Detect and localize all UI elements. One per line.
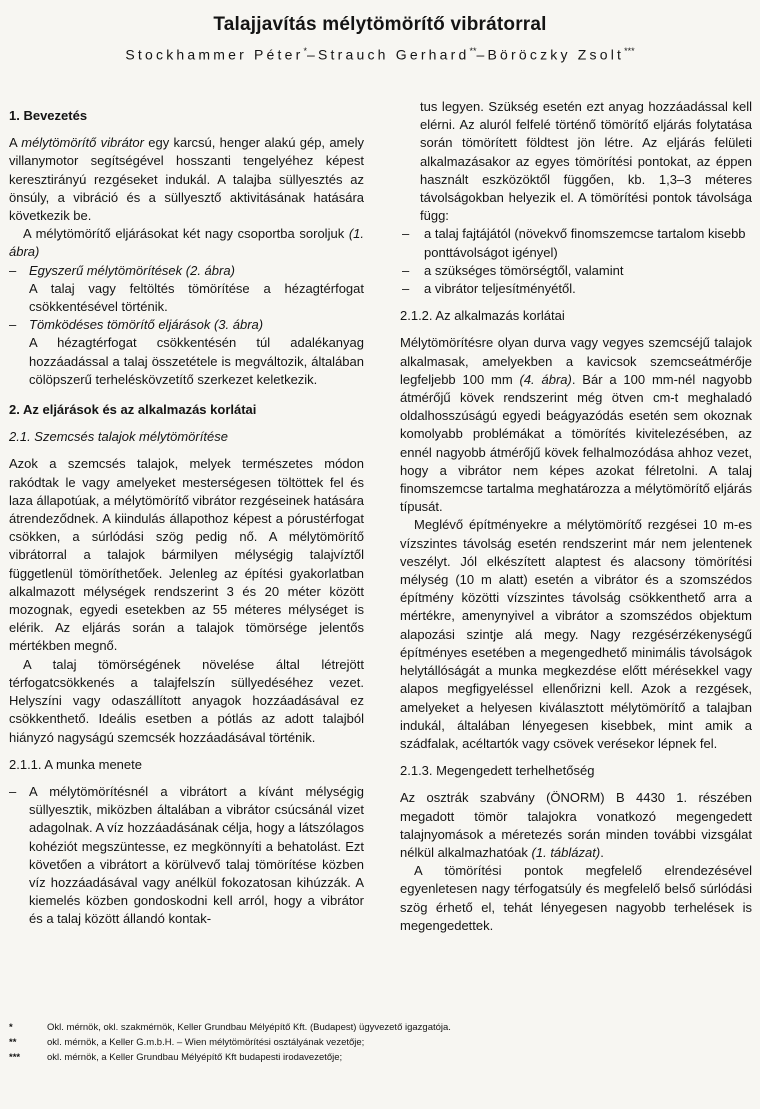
work-process-paragraph: – A mélytömörítésnél a vibrátort a kívánt mélységig süllyesztik, miközben általában a vibrátor csúcsánál vizet adagolnak. A víz hozzáadásának célja, hogy a látszólagos kohéziót megszüntesse, ez megkönnyíti a behatolást. Ezt követően a vibrátort a körülvevő talaj tömörítése közben víz hozzáadásával vagy anélkül fokozatosan kihúzzák. A kiemelés közben gondoskodni kell arról, hogy a vibrátor és a talaj között állandó kontak- <box>9 783 364 927</box>
author-2-mark: ** <box>469 46 477 56</box>
existing-buildings-paragraph: Meglévő építményekre a mélytömörítő rezgései 10 m-es vízszintes távolság esetén rendszerint már nem jelentenek veszélyt. Jól elkészített alaptest és alacsony tömörítési mélység (10 m alatt) esetén a vibrátor és a szomszédos építmény közötti vízszintes távolság csökkenthető arra a mértékre, amenynyivel a vibrátor a szomszédos objektum alapozási szintje alá megy. Nagy rezgésérzékenységű építményes esetében a megengedhető minimális távolságok helytállóságát a munka megkezdése előtt mérésekkel vagy alapos megfigyeléssel ellenőrizni kell. Azok a rezgések, amelyeket a helyesen kiválasztott mélytömörítő a talajban indukál, általában lényegesen kisebbek, mint amik a szádfalak, acéltartók vagy csövek verésekor lépnek fel. <box>400 517 752 751</box>
section-heading-1: 1. Bevezetés <box>9 108 88 123</box>
groups-paragraph: A mélytömörítő eljárásokat két nagy csoportba soroljuk (1. ábra) <box>9 226 364 260</box>
limits-paragraph: Mélytömörítésre olyan durva vagy vegyes szemcséjű talajok alkalmasak, amelyekben a kavicsok szemcseátmérője legfeljebb 100 mm (4. ábra). Bár a 100 mm-nél nagyobb átmérőjű kövek rendszerint még ötven cm-t meghaladó oldalhosszúságú egyedi beágyazódás esetén sem okoznak komolyabb problémákat a tömörítés kivitelezésében, az ennél nagyobb átmérőjű kövek felhalmozódása ahhoz vezet, hogy a vibrátor nem képes azokat félretolni. A talaj finomszemcse tartalma meghatározza a mélytömörítő eljárás típusát. <box>400 335 752 515</box>
section-heading-2: 2. Az eljárások és az alkalmazás korlátai <box>9 402 257 418</box>
distance-factor-3: – a vibrátor teljesítményétől. <box>402 281 576 297</box>
group-item-tamping: – Tömködéses tömörítő eljárások (3. ábra) <box>9 317 264 333</box>
subsection-heading-2-1-2: 2.1.2. Az alkalmazás korlátai <box>400 308 565 324</box>
distance-factor-1: – a talaj fajtájától (növekvő finomszemcse tartalom kisebb ponttávolságot igényel) <box>402 226 746 260</box>
group-item-simple: – Egyszerű mélytömörítések (2. ábra) <box>9 262 235 278</box>
group-item-tamping-text: A hézagtérfogat csökkentésén túl adalékanyag hozzáadással a talaj összetétele is megváltozik, általában cölöpszerű terheléskövzetítő szerkezet keletkezik. <box>29 335 364 387</box>
density-paragraph: A talaj tömörségének növelése által létrejött térfogatcsökkenés a talajfelszín süllyedéséhez vezet. Helyszíni vagy odaszállított anyagok hozzáadásával ez csökkenthető. Ideális esetben a pótlás az adott talajból hiányzó nagyságú szemcsék hozzáadásával történik. <box>9 656 364 745</box>
subsection-heading-2-1: 2.1. Szemcsés talajok mélytömörítése <box>9 429 228 445</box>
author-3: –Böröczky Zsolt <box>476 46 625 63</box>
standard-paragraph: Az osztrák szabvány (ÖNORM) B 4430 1. részében megadott tömör talajokra vonatkozó megengedett talajnyomások a méretezés során minden további vizsgálat nélkül alkalmazhatóak (1. táblázat). <box>400 790 752 860</box>
author-3-mark: *** <box>624 46 635 56</box>
article-title: Talajjavítás mélytömörítő vibrátorral <box>213 14 547 35</box>
granular-soils-paragraph: Azok a szemcsés talajok, melyek természetes módon rakódtak le vagy amelyeket mesterségesen töltöttek fel és laza állapotúak, a mélytömörítő vibrátor rezgéseinek hatására átrendeződnek. A kiindulás állapothoz képest a pórustérfogat csökken, a súrlódási szög pedig nő. A mélytömörítő vibrátorral a talajok bármilyen mélységig talajvíztől függetlenül tömöríthetőek. Jelenleg az építési gyakorlatban alkalmazott mélységek rendszerint 3 és 20 méter között mozognak, egyedi esetekben az 55 méteres mélységet is elérik. Az eljárás során a talajok tömörsége jelentős mértékben megnő. <box>9 456 364 654</box>
author-2: –Strauch Gerhard <box>307 46 470 63</box>
compaction-points-paragraph: A tömörítési pontok megfelelő elrendezésével egyenletesen nagy térfogatsúly és megfelelő belső súrlódási szög érhető el, tehát lényegesen nagyobb terhelések is megengedettek. <box>400 863 752 933</box>
subsection-heading-2-1-1: 2.1.1. A munka menete <box>9 756 142 772</box>
left-column <box>9 98 364 929</box>
distance-factor-2: – a szükséges tömörségtől, valamint <box>402 262 624 278</box>
author-1: Stockhammer Péter <box>125 46 304 63</box>
subsection-heading-2-1-3: 2.1.3. Megengedett terhelhetőség <box>400 763 595 779</box>
right-column <box>400 98 752 935</box>
footnotes <box>9 1020 749 1065</box>
contact-paragraph: tus legyen. Szükség esetén ezt anyag hozzáadással kell elérni. Az aluról felfelé történő tömörítő eljárás folytatása során tömörített földtest jön létre. Az eljárás felületi alkalmazásakor az egyes tömörítési pontokat, az éppen használt eszközöktől függően, kb. 1,3–3 méteres távolságokban helyezik el. A tömörítési pontok távolsága függ: <box>420 99 752 224</box>
intro-paragraph: A mélytömörítő vibrátor egy karcsú, henger alakú gép, amely villanymotor segítségével hosszanti tengelyéhez képest keresztirányú rezgéseket indukál. A talajba süllyesztés az önsúly, a vibráció és a süllyesztő aktivitásának hatására következik be. <box>9 135 364 224</box>
group-item-simple-text: A talaj vagy feltöltés tömörítése a hézagtérfogat csökkentésével történik. <box>29 280 364 315</box>
footnote: ** okl. mérnök, a Keller G.m.b.H. – Wien mélytömörítési osztályának vezetője; <box>9 1037 365 1048</box>
author-1-mark: * <box>303 46 308 56</box>
footnote: * Okl. mérnök, okl. szakmérnök, Keller Grundbau Mélyépítő Kft. (Budapest) ügyvezető igazgatója. <box>9 1022 451 1033</box>
footnote: *** okl. mérnök, a Keller Grundbau Mélyépítő Kft budapesti irodavezetője; <box>9 1052 343 1063</box>
author-line <box>0 46 760 63</box>
